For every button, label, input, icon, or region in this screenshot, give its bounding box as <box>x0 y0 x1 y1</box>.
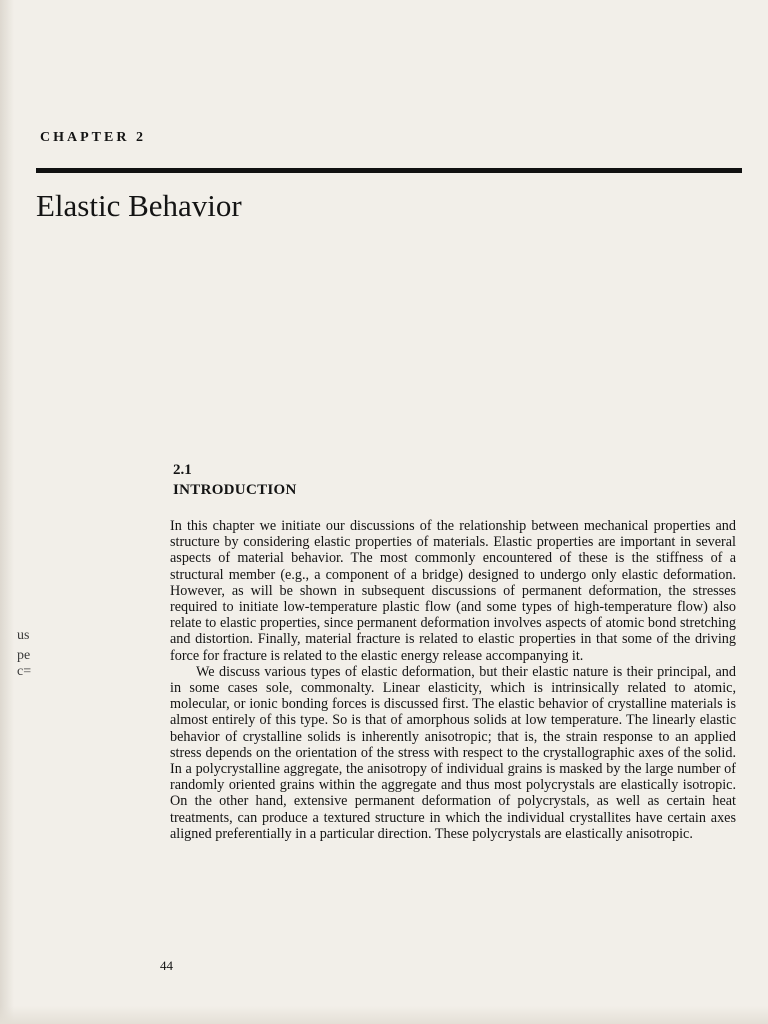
margin-fragment-3: c= <box>17 664 32 679</box>
margin-fragment-2: pe <box>17 648 31 663</box>
page-edge-shadow <box>0 0 14 1024</box>
chapter-rule <box>36 168 742 173</box>
paragraph-2: We discuss various types of elastic deformation, but their elastic nature is their principal, and in some cases sole, commonalty. Linear elasticity, which is intrinsically related to atomic, molecular, or ionic bonding forces is discussed first. The elastic behavior of crystalline materials is almost entirely of this type. So is that of amorphous solids at low temperature. The linearly elastic behavior of crystalline solids is inherently anisotropic; that is, the strain response to an applied stress depends on the orientation of the stress with respect to the crystallographic axes of the solid. In a polycrystalline aggregate, the anisotropy of individual grains is masked by the large number of randomly oriented grains within the aggregate and thus most polycrystals are elastically isotropic. On the other hand, extensive permanent deformation of polycrystals, as well as certain heat treatments, can produce a textured structure in which the individual crystallites have certain axes aligned preferentially in a particular direction. These polycrystals are elastically anisotropic. <box>170 663 736 842</box>
margin-fragment-1: us <box>17 628 30 643</box>
chapter-title: Elastic Behavior <box>36 188 242 223</box>
section-heading: INTRODUCTION <box>173 482 297 498</box>
chapter-label: CHAPTER 2 <box>40 130 146 145</box>
section-body <box>170 518 736 842</box>
section-number: 2.1 <box>173 462 192 478</box>
page-bottom-shadow <box>0 1006 768 1024</box>
page-number: 44 <box>160 958 173 973</box>
paragraph-1: In this chapter we initiate our discussions of the relationship between mechanical properties and structure by considering elastic properties of materials. Elastic properties are important in several aspects of material behavior. The most commonly encountered of these is the stiffness of a structural member (e.g., a component of a bridge) designed to undergo only elastic deformation. However, as will be shown in subsequent discussions of permanent deformation, the stresses required to initiate low-temperature plastic flow (and some types of high-temperature flow) also relate to elastic properties, since permanent deformation involves aspects of atomic bond stretching and distortion. Finally, material fracture is related to elastic properties in that some of the driving force for fracture is related to the elastic energy release accompanying it. <box>170 518 736 664</box>
